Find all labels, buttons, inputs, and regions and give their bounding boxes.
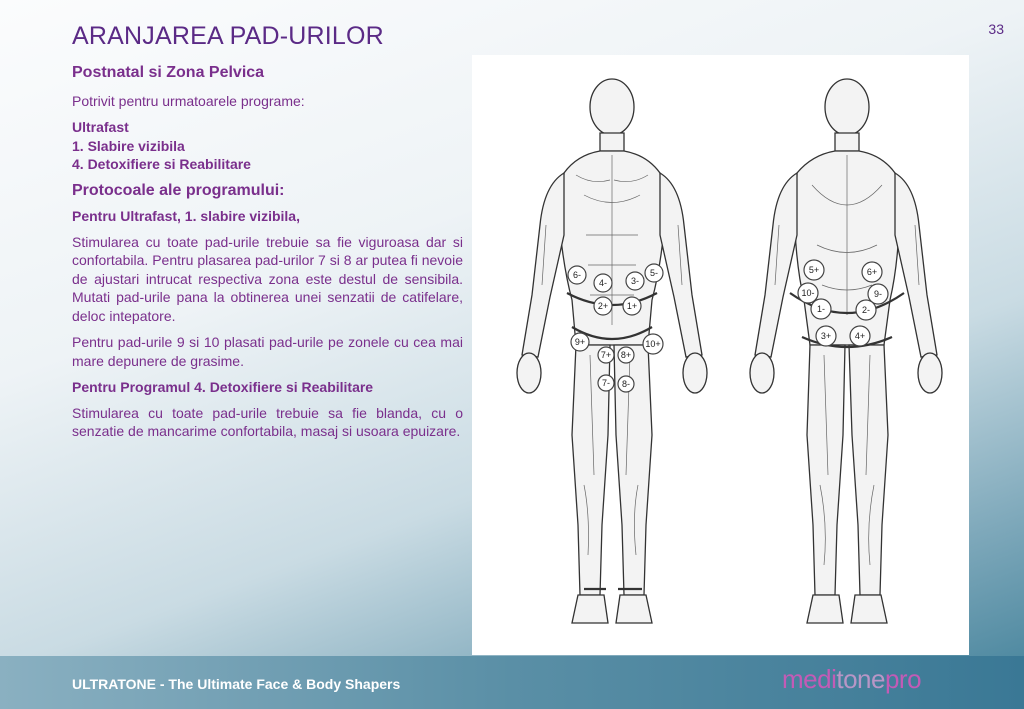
svg-text:1+: 1+	[626, 301, 638, 311]
logo-part: medi	[782, 664, 837, 694]
pad-marker	[811, 299, 831, 319]
page-number: 33	[988, 21, 1004, 37]
protocol1-text: Stimularea cu toate pad-urile trebuie sa fie viguroasa dar si confortabila. Pentru plasarea pad-urilor 7 si 8 ar putea fi nevoie de ajustari intrucat respectiva zona este destul de sensibila. Mutati pad-urile pana la obtinerea unei senzatii de catifelare, deloc intepatore.	[72, 233, 463, 324]
pad-marker	[594, 297, 612, 315]
pad-marker	[862, 262, 882, 282]
pad-marker	[816, 326, 836, 346]
anatomy-diagram	[472, 55, 969, 655]
logo-part: pro	[884, 664, 922, 694]
protocol2-title: Pentru Programul 4. Detoxifiere si Reabilitare	[72, 379, 374, 395]
svg-text:9-: 9-	[873, 289, 883, 299]
svg-text:3+: 3+	[820, 331, 832, 341]
svg-text:9+: 9+	[574, 337, 586, 347]
logo-part: tone	[836, 664, 885, 694]
svg-text:7+: 7+	[600, 350, 612, 360]
svg-text:6+: 6+	[866, 267, 878, 277]
section-heading: Postnatal si Zona Pelvica	[72, 64, 265, 81]
protocol1-text-2: Pentru pad-urile 9 si 10 plasati pad-urile pe zonele cu cea mai mare depunere de grasime.	[72, 334, 463, 369]
pad-marker	[626, 272, 644, 290]
pad-marker	[850, 326, 870, 346]
pad-marker	[645, 264, 663, 282]
svg-text:8+: 8+	[620, 350, 632, 360]
program-item: 1. Slabire vizibila	[72, 137, 185, 154]
svg-text:8-: 8-	[621, 379, 631, 389]
protocol2-text: Stimularea cu toate pad-urile trebuie sa fie blanda, cu o senzatie de mancarime confortabila, masaj si usoara epuizare.	[72, 404, 463, 439]
pad-marker	[598, 347, 614, 363]
protocol1-title: Pentru Ultrafast, 1. slabire vizibila,	[72, 208, 300, 224]
pad-marker	[623, 297, 641, 315]
svg-text:2-: 2-	[861, 305, 871, 315]
pad-marker	[594, 274, 612, 292]
svg-text:4+: 4+	[854, 331, 866, 341]
svg-text:6-: 6-	[572, 270, 582, 280]
anatomy-diagram-panel	[472, 55, 969, 655]
svg-text:1-: 1-	[816, 304, 826, 314]
intro-text: Potrivit pentru urmatoarele programe:	[72, 92, 305, 109]
svg-text:3-: 3-	[630, 276, 640, 286]
program-item: Ultrafast	[72, 119, 129, 135]
svg-text:4-: 4-	[598, 278, 608, 288]
pad-marker	[798, 283, 818, 303]
program-item: 4. Detoxifiere si Reabilitare	[72, 156, 251, 172]
svg-text:10-: 10-	[801, 288, 815, 298]
pad-marker	[804, 260, 824, 280]
svg-text:7-: 7-	[601, 378, 611, 388]
svg-text:5+: 5+	[808, 265, 820, 275]
svg-text:5-: 5-	[649, 268, 659, 278]
brand-logo	[782, 664, 921, 695]
pad-marker	[598, 375, 614, 391]
svg-text:2+: 2+	[597, 301, 609, 311]
pad-marker	[643, 334, 663, 354]
text-column	[72, 64, 463, 449]
back-body-figure	[750, 79, 942, 623]
footer-text: ULTRATONE - The Ultimate Face & Body Shapers	[72, 676, 401, 692]
pad-marker	[856, 300, 876, 320]
slide-title: ARANJAREA PAD-URILOR	[72, 22, 384, 50]
svg-text:10+: 10+	[645, 339, 661, 349]
pad-marker	[618, 376, 634, 392]
pad-marker	[568, 266, 586, 284]
protocol-heading: Protocoale ale programului:	[72, 181, 285, 199]
pad-marker	[618, 347, 634, 363]
pad-marker	[571, 333, 589, 351]
